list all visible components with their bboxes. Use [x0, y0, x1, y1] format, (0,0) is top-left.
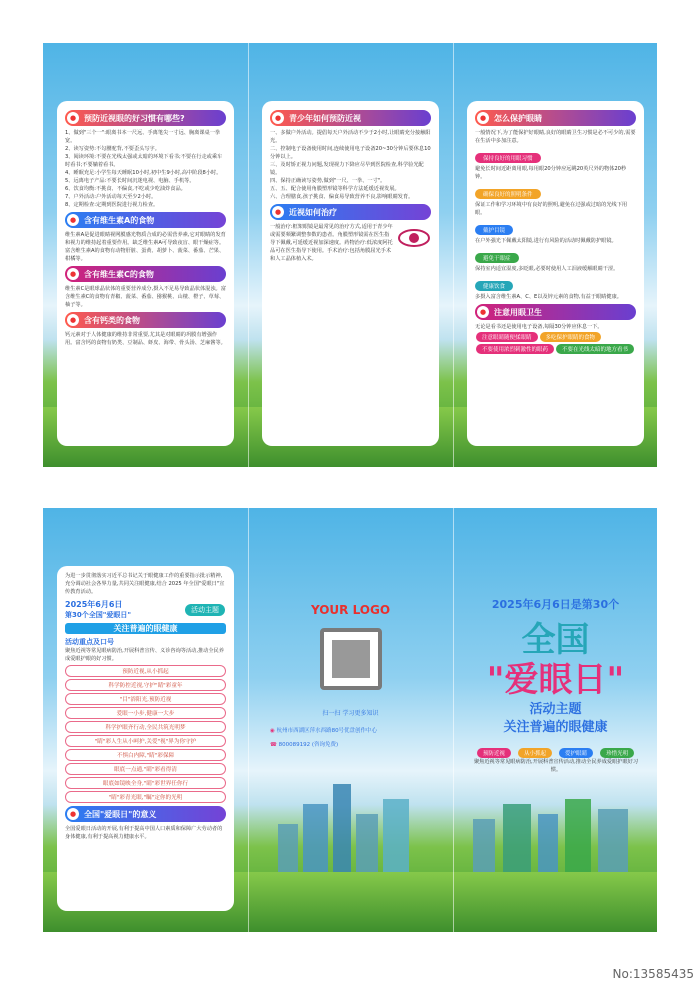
panel-activity [43, 508, 248, 932]
list-item: 五、五、配合使用角膜塑形镜等科学方法延缓近视发展。 [270, 186, 400, 192]
eye-icon: ● [477, 306, 489, 318]
section-heading [65, 312, 226, 328]
tag: 注意眼睛随便揉眼睛 [476, 332, 538, 342]
paragraph: 避免长时间近距离用眼,每用眼20分钟应远眺20英尺外的物体20秒钟。 [475, 166, 627, 180]
grass-ground [453, 872, 657, 932]
content-card [57, 566, 234, 911]
theme-tag: 活动主题 [185, 604, 225, 616]
badge: 爱护眼睛 [559, 748, 593, 758]
building [383, 799, 409, 874]
panel-back-cover [248, 508, 453, 932]
section-heading [65, 806, 226, 822]
slogan-item: "睛"彩青光眼,"瞩"定你的光明 [65, 791, 226, 803]
section-heading [65, 110, 226, 126]
tag: 不要在光线太暗的地方看书 [556, 344, 634, 354]
list-item: 4、睡眠充足:小学生每天睡眠10小时,初中生9小时,高中阶段8小时。 [65, 170, 222, 176]
list-item: 6、饮食均衡:不挑食、不偏食,不吃或少吃油炸食品。 [65, 186, 186, 192]
building [598, 809, 628, 874]
panel-diet [43, 43, 248, 467]
paragraph: 保证工作和学习环境中有良好的照明,避免在过强或过暗的光线下用眼。 [475, 202, 628, 216]
slogan-item: 不惧白内障,"睛"彩保障 [65, 749, 226, 761]
building [473, 819, 495, 874]
fold-line [453, 508, 454, 932]
fold-line [453, 43, 454, 467]
paragraph: 维生素A是促进眼睛视网膜感光物质合成的必需营养素,它对眼睛的发育和视力的维持起着重要作用。缺乏维生素A可导致夜盲、眼干燥症等。富含维生素A的食物有动物肝脏、蛋黄、胡萝卜、菠菜、番茄、芒果、柑橘等。 [65, 232, 226, 262]
fold-line [248, 43, 249, 467]
list-item: 一、多做户外活动。提倡每天户外活动不少于2小时,让眼睛充分接触阳光。 [270, 130, 431, 144]
content-card [57, 101, 234, 446]
address-text: 杭州市西湖区萍水西路80号优盘创作中心 [276, 728, 378, 734]
cover-badges [453, 740, 657, 759]
building [538, 814, 558, 874]
qr-code [320, 628, 382, 690]
slogan-item: "睛"彩人生从小呵护,关爱"视"界为你守护 [65, 735, 226, 747]
heading-text: 怎么保护眼睛 [494, 113, 542, 123]
list-item: 四、保持正确读写姿势,做到"一尺、一拳、一寸"。 [270, 178, 386, 184]
cover-title-line1: 全国 [521, 620, 590, 660]
heading-text: 预防近视眼的好习惯有哪些? [84, 113, 185, 123]
event-line: 第30个全国"爱眼日" [65, 611, 132, 619]
slogan-item: 科学防控近视,守护"睛"彩童年 [65, 679, 226, 691]
slogan-item: 预防近视,从小抓起 [65, 665, 226, 677]
badge: 从小抓起 [518, 748, 552, 758]
content-card [467, 101, 644, 446]
slogan-item: "目"浴阳光,预防近视 [65, 693, 226, 705]
paragraph: 保持室内适宜湿度,多眨眼,必要时使用人工泪液缓解眼睛干涩。 [475, 266, 619, 272]
tip-pill: 避免干眼症 [475, 253, 519, 263]
content-card [262, 101, 439, 446]
list-item: 5、远离电子产品:不要长时间沉迷电视、电脑、手机等。 [65, 178, 195, 184]
section-heading [65, 212, 226, 228]
tip-pill: 确保良好的照明条件 [475, 189, 541, 199]
paragraph: 一般情况下,为了能保护好眼睛,良好的眼睛卫生习惯是必不可少的,需要在生活中多加注意。 [475, 130, 636, 144]
heading-text: 近视如何治疗 [289, 207, 337, 217]
building [356, 814, 378, 874]
theme-banner: 关注普遍的眼健康 [65, 623, 226, 634]
slogan-item: 爱眼一小步,健康一大步 [65, 707, 226, 719]
tag: 多吃保护眼睛的食物 [540, 332, 602, 342]
list-item: 1、做到"三个一":眼离书本一尺远、手离笔尖一寸远、胸离课桌一拳宽。 [65, 130, 221, 144]
badge: 珍惜光明 [600, 748, 634, 758]
cover-date: 2025年6月6日是第30个 [491, 598, 620, 611]
paragraph: 在户外强光下佩戴太阳镜,进行有风险的活动时佩戴防护眼镜。 [475, 238, 617, 244]
paragraph: 全国爱眼日活动的开展,有利于提高中国人口素质和保障广大劳动者的身体健康,有利于提高视力健康水平。 [65, 826, 223, 840]
qr-pattern [332, 640, 370, 678]
panel-prevention [248, 43, 453, 467]
brochure-outside [43, 508, 657, 932]
paragraph: 无论是看书还是使用电子设备,每隔30分钟应休息一下。 [475, 324, 603, 330]
building [333, 784, 351, 874]
list-item: 六、合理膳食,孩子挑食、偏食易导致营养不良,影响眼睛发育。 [270, 194, 414, 200]
slogan-item: 眼底一点通,"睛"彩看得清 [65, 763, 226, 775]
date-row [65, 599, 226, 620]
food-icon: ● [67, 268, 79, 280]
heading-text: 青少年如何预防近视 [289, 113, 361, 123]
food-icon: ● [67, 214, 79, 226]
prevention-list [270, 129, 431, 201]
phone-icon: ☎ [270, 742, 277, 748]
cover-theme: 关注普遍的眼健康 [503, 720, 608, 735]
eye-icon: ● [272, 206, 284, 218]
food-icon: ● [67, 314, 79, 326]
brochure-inside [43, 43, 657, 467]
list-item: 三、及时矫正视力问题,发现视力下降应尽早到医院检查,科学验光配镜。 [270, 162, 424, 176]
cover-title-line2: "爱眼日" [486, 660, 625, 700]
list-item: 7、户外活动:户外活动每天至少2小时。 [65, 194, 157, 200]
image-id-label: No:13585435 [612, 967, 694, 981]
scan-caption: 扫一扫 学习更多知识 [322, 710, 379, 717]
paragraph: 钙元素对于人体健康的维持非常重要,尤其是对眼睛的巩膜有增强作用。富含钙的食物有奶类、豆制品、虾皮、海带、骨头汤、芝麻酱等。 [65, 332, 226, 346]
paragraph: 为进一步贯彻落实习近平总书记关于眼健康工作的重要指示批示精神,充分调动社会各界力量,共同关注眼健康,结合 2025 年全国"爱眼日"宣传教育活动。 [65, 573, 225, 595]
paragraph: 聚焦近视等常见眼病防治,开展科普宣传、义诊咨询等活动,推动全民养成爱眼护眼的好习惯。 [65, 648, 224, 662]
fold-line [248, 508, 249, 932]
section-heading [270, 110, 431, 126]
heading-text: 含有维生素C的食物 [84, 269, 154, 279]
tip-pill: 保持良好的用眼习惯 [475, 153, 541, 163]
address-line [270, 726, 377, 734]
phone-text: 800089192 (咨询免费) [278, 742, 339, 748]
building [278, 824, 298, 874]
cover-subtitle: 活动主题 [529, 702, 582, 717]
panel-protect [453, 43, 657, 467]
heading-text: 全国"爱眼日"的意义 [84, 809, 157, 819]
habit-list [65, 129, 226, 209]
panel-front-cover [453, 508, 657, 932]
heading-text: 含有钙类的食物 [84, 315, 140, 325]
eye-icon: ● [67, 112, 79, 124]
cover-description: 聚焦近视等常见眼病防治,开展科普宣传活动,推动全民养成爱眼护眼好习惯。 [473, 759, 639, 773]
section-heading: 活动重点及口号 [65, 638, 114, 646]
heading-text: 含有维生素A的食物 [84, 215, 155, 225]
tip-pill: 健康饮食 [475, 281, 513, 291]
section-heading [65, 266, 226, 282]
eye-illustration-icon [397, 223, 431, 253]
list-item: 二、控制电子设备使用时间,连续使用电子设备20~30分钟后要休息10分钟以上。 [270, 146, 431, 160]
event-date: 2025年6月6日 [65, 600, 123, 609]
eye-icon: ● [272, 112, 284, 124]
building [503, 804, 531, 874]
eye-icon: ● [477, 112, 489, 124]
treatment-block [270, 223, 431, 263]
list-item: 2、读写姿势:不勾腰驼背,不要歪头写字。 [65, 146, 160, 152]
slogan-item: 眼底如镜映全身,"睛"彩世界任你行 [65, 777, 226, 789]
eye-icon: ● [67, 808, 79, 820]
slogan-list [65, 665, 226, 803]
paragraph: 多摄入富含维生素A、C、E以及锌元素的食物,有益于眼睛健康。 [475, 294, 622, 300]
list-item: 3、阅读环境:不要在光线太强或太暗的环境下看书;不要在行走或乘车时看书;不要躺着看书。 [65, 154, 223, 168]
phone-line [270, 740, 338, 748]
slogan-item: 科学护眼齐行动,全民共筑光明梦 [65, 721, 226, 733]
location-icon: ◉ [270, 728, 275, 734]
building [303, 804, 328, 874]
section-heading [475, 110, 636, 126]
paragraph: 维生素C是眼球晶状体的重要营养成分,摄入不足易导致晶状体混浊。富含维生素C的食物有青椒、菠菜、番茄、猕猴桃、山楂、橙子、草莓、柚子等。 [65, 286, 226, 308]
tag: 不要使用浓烈刺激性的眼药 [476, 344, 554, 354]
badge: 预防近视 [477, 748, 511, 758]
logo: YOUR LOGO [310, 603, 391, 617]
tip-pill: 戴护目镜 [475, 225, 513, 235]
heading-text: 注意用眼卫生 [494, 307, 542, 317]
grass-ground [248, 872, 453, 932]
building [565, 799, 591, 874]
list-item: 8、定期检查:定期到医院进行视力检查。 [65, 202, 159, 208]
section-heading [475, 304, 636, 320]
paragraph: 一般治疗:框架眼镜是最常见的治疗方式,适用于青少年或需要频繁调整参数的患者。角膜塑形镜需在医生指导下佩戴,可延缓近视加深速度。药物治疗:低浓度阿托品可在医生指导下使用。手术治疗:包括角膜屈光手术和人工晶体植入术。 [270, 224, 393, 262]
section-heading [270, 204, 431, 220]
tag-group [475, 331, 636, 355]
